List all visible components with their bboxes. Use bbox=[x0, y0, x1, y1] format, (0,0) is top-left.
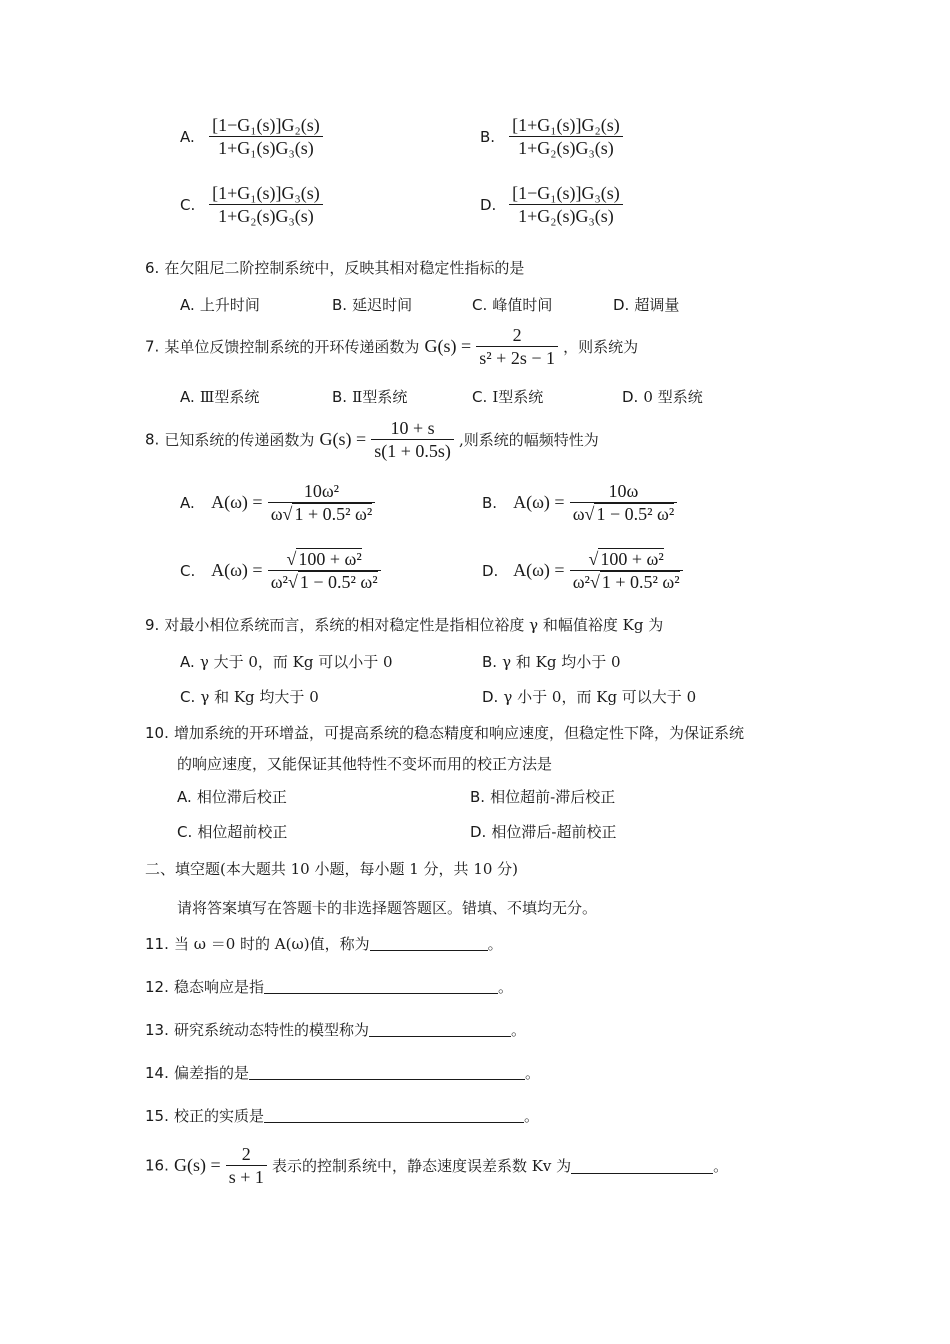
question-text: 校正的实质是 bbox=[173, 1107, 264, 1125]
amplitude-lhs: A(ω) = bbox=[513, 492, 565, 512]
den-radical: 1 + 0.5² ω² bbox=[294, 504, 373, 524]
q5-a-numerator: [1−G₁(s)]G₂(s) bbox=[209, 114, 323, 137]
q7-option-d bbox=[622, 386, 703, 407]
q7-stem bbox=[145, 324, 638, 369]
answer-blank[interactable] bbox=[264, 1106, 524, 1123]
question-end: 。 bbox=[487, 935, 503, 953]
q5-option-a bbox=[180, 114, 323, 159]
q5-a-denominator: 1+G₁(s)G₃(s) bbox=[218, 138, 314, 158]
section-title: 二、填空题(本大题共 10 小题，每小题 1 分，共 10 分) bbox=[145, 860, 519, 878]
option-text: γ 和 Kg 均小于 0 bbox=[502, 653, 621, 671]
q7-denominator: s² + 2s − 1 bbox=[479, 348, 555, 368]
question-number: 8. bbox=[145, 430, 160, 449]
q8-fraction bbox=[371, 417, 454, 462]
q5-d-denominator: 1+G₂(s)G₃(s) bbox=[518, 206, 614, 226]
q8-option-b bbox=[482, 480, 677, 525]
q8-d-denominator: ω²√ 1 + 0.5² ω² bbox=[572, 572, 680, 592]
option-label: C. bbox=[180, 195, 196, 214]
option-text: 相位滞后-超前校正 bbox=[491, 823, 617, 841]
q8-d-numerator: √ 100 + ω² bbox=[570, 548, 683, 571]
question-text: 已知系统的传递函数为 bbox=[164, 431, 315, 449]
den-radical: 1 − 0.5² ω² bbox=[596, 504, 675, 524]
option-label: C. bbox=[472, 296, 488, 314]
q8-option-c bbox=[180, 548, 381, 593]
den-radical: 1 + 0.5² ω² bbox=[601, 572, 680, 592]
question-end: 。 bbox=[497, 978, 513, 996]
option-text: 0 型系统 bbox=[643, 388, 703, 406]
q5-d-fraction bbox=[509, 182, 623, 227]
option-label: A. bbox=[180, 296, 195, 314]
question-text-tail: ,则系统的幅频特性为 bbox=[459, 431, 599, 449]
q8-d-fraction bbox=[570, 548, 683, 593]
question-text: 对最小相位系统而言，系统的相对稳定性是指相位裕度 γ 和幅值裕度 Kg 为 bbox=[164, 616, 664, 634]
q6-option-a bbox=[180, 294, 260, 315]
option-label: B. bbox=[332, 296, 348, 314]
option-label: B. bbox=[480, 127, 496, 146]
question-number: 9. bbox=[145, 616, 160, 634]
den-factor: ω bbox=[572, 504, 585, 524]
q8-lhs: G(s) = bbox=[319, 429, 367, 449]
amplitude-lhs: A(ω) = bbox=[513, 560, 565, 580]
q9-stem bbox=[145, 614, 663, 635]
section-instruction: 请将答案填写在答题卡的非选择题答题区。错填、不填均无分。 bbox=[177, 899, 598, 917]
answer-blank[interactable] bbox=[249, 1063, 525, 1080]
q5-option-c bbox=[180, 182, 323, 227]
option-text: 峰值时间 bbox=[492, 296, 553, 314]
q16-denominator: s + 1 bbox=[228, 1167, 264, 1187]
q7-option-c bbox=[472, 386, 543, 407]
option-text: Ⅰ型系统 bbox=[492, 388, 544, 406]
q7-numerator: 2 bbox=[476, 324, 558, 347]
q5-b-fraction bbox=[509, 114, 623, 159]
option-text: γ 小于 0，而 Kg 可以大于 0 bbox=[503, 688, 697, 706]
q16-numerator: 2 bbox=[226, 1143, 267, 1166]
q5-a-fraction bbox=[209, 114, 323, 159]
q10-stem-line1 bbox=[145, 722, 744, 743]
q6-option-d bbox=[613, 294, 679, 315]
answer-blank[interactable] bbox=[264, 977, 498, 994]
q5-option-d bbox=[480, 182, 623, 227]
question-text: 当 ω ＝0 时的 A(ω)值，称为 bbox=[173, 935, 370, 953]
q10-option-c bbox=[177, 821, 287, 842]
question-text: 偏差指的是 bbox=[173, 1064, 249, 1082]
question-number: 15. bbox=[145, 1107, 169, 1125]
q5-option-b bbox=[480, 114, 623, 159]
q15 bbox=[145, 1105, 539, 1126]
q8-a-numerator: 10ω² bbox=[268, 480, 376, 503]
q14 bbox=[145, 1062, 540, 1083]
q10-option-a bbox=[177, 786, 287, 807]
question-number: 16. bbox=[145, 1156, 169, 1175]
q12 bbox=[145, 976, 513, 997]
q7-fraction bbox=[476, 324, 558, 369]
q9-option-c bbox=[180, 686, 319, 707]
question-end: 。 bbox=[524, 1064, 540, 1082]
q7-option-b bbox=[332, 386, 407, 407]
option-label: C. bbox=[472, 388, 488, 406]
amplitude-lhs: A(ω) = bbox=[211, 492, 263, 512]
den-factor: ω² bbox=[572, 572, 590, 592]
option-text: Ⅱ型系统 bbox=[352, 388, 408, 406]
q5-c-denominator: 1+G₂(s)G₃(s) bbox=[218, 206, 314, 226]
answer-blank[interactable] bbox=[571, 1157, 713, 1174]
amplitude-lhs: A(ω) = bbox=[211, 560, 263, 580]
answer-blank[interactable] bbox=[369, 1020, 511, 1037]
q7-option-a bbox=[180, 386, 259, 407]
q16-fraction bbox=[226, 1143, 267, 1188]
option-label: D. bbox=[480, 195, 497, 214]
q8-c-denominator: ω²√ 1 − 0.5² ω² bbox=[270, 572, 378, 592]
question-number: 6. bbox=[145, 259, 160, 277]
option-text: 超调量 bbox=[634, 296, 680, 314]
option-label: B. bbox=[332, 388, 348, 406]
q13 bbox=[145, 1019, 526, 1040]
q10-option-b bbox=[470, 786, 615, 807]
q6-stem bbox=[145, 257, 524, 278]
option-label: B. bbox=[470, 788, 486, 806]
option-label: D. bbox=[482, 688, 499, 706]
q8-c-fraction bbox=[268, 548, 381, 593]
q16 bbox=[145, 1143, 728, 1188]
option-label: A. bbox=[180, 653, 195, 671]
option-label: A. bbox=[180, 493, 195, 512]
question-number: 12. bbox=[145, 978, 169, 996]
q5-c-fraction bbox=[209, 182, 323, 227]
q9-option-a bbox=[180, 651, 393, 672]
question-text: 增加系统的开环增益，可提高系统的稳态精度和响应速度，但稳定性下降，为保证系统 bbox=[173, 724, 744, 742]
question-number: 14. bbox=[145, 1064, 169, 1082]
q8-a-denominator: ω√ 1 + 0.5² ω² bbox=[270, 504, 373, 524]
den-radical: 1 − 0.5² ω² bbox=[299, 572, 378, 592]
question-text: 在欠阻尼二阶控制系统中，反映其相对稳定性指标的是 bbox=[164, 259, 525, 277]
den-factor: ω bbox=[270, 504, 283, 524]
option-text: 延迟时间 bbox=[352, 296, 413, 314]
option-text: γ 大于 0，而 Kg 可以小于 0 bbox=[199, 653, 393, 671]
q5-b-denominator: 1+G₂(s)G₃(s) bbox=[518, 138, 614, 158]
question-text: 表示的控制系统中，静态速度误差系数 Kv 为 bbox=[271, 1157, 572, 1175]
option-text: 上升时间 bbox=[199, 296, 260, 314]
answer-blank[interactable] bbox=[370, 934, 488, 951]
q11 bbox=[145, 933, 503, 954]
q9-option-d bbox=[482, 686, 696, 707]
option-label: A. bbox=[180, 127, 195, 146]
option-label: A. bbox=[177, 788, 192, 806]
q8-b-fraction bbox=[570, 480, 678, 525]
q8-option-d bbox=[482, 548, 683, 593]
q8-a-fraction bbox=[268, 480, 376, 525]
question-number: 7. bbox=[145, 337, 160, 356]
q8-b-numerator: 10ω bbox=[570, 480, 678, 503]
option-text: 相位超前校正 bbox=[197, 823, 288, 841]
q9-option-b bbox=[482, 651, 621, 672]
option-text: γ 和 Kg 均大于 0 bbox=[200, 688, 319, 706]
q8-option-a bbox=[180, 480, 375, 525]
q10-option-d bbox=[470, 821, 617, 842]
num-radical: 100 + ω² bbox=[600, 549, 664, 569]
option-label: C. bbox=[180, 688, 196, 706]
question-number: 10. bbox=[145, 724, 169, 742]
q8-numerator: 10 + s bbox=[371, 417, 454, 440]
q6-option-b bbox=[332, 294, 412, 315]
option-label: A. bbox=[180, 388, 195, 406]
option-label: C. bbox=[180, 561, 196, 580]
question-end: 。 bbox=[713, 1157, 729, 1175]
num-radical: 100 + ω² bbox=[298, 549, 362, 569]
question-text: 某单位反馈控制系统的开环传递函数为 bbox=[164, 338, 420, 356]
question-end: 。 bbox=[523, 1107, 539, 1125]
q8-denominator: s(1 + 0.5s) bbox=[374, 441, 451, 461]
question-text-tail: ，则系统为 bbox=[563, 338, 639, 356]
question-text: 研究系统动态特性的模型称为 bbox=[173, 1021, 369, 1039]
question-number: 11. bbox=[145, 935, 169, 953]
option-label: B. bbox=[482, 653, 498, 671]
option-text: 相位超前-滞后校正 bbox=[490, 788, 616, 806]
option-label: D. bbox=[470, 823, 487, 841]
q10-stem-line2: 的响应速度，又能保证其他特性不变坏而用的校正方法是 bbox=[177, 755, 553, 773]
option-label: B. bbox=[482, 493, 498, 512]
option-label: C. bbox=[177, 823, 193, 841]
option-text: 相位滞后校正 bbox=[196, 788, 287, 806]
option-label: D. bbox=[482, 561, 499, 580]
q5-d-numerator: [1−G₁(s)]G₃(s) bbox=[509, 182, 623, 205]
question-end: 。 bbox=[510, 1021, 526, 1039]
q6-option-c bbox=[472, 294, 552, 315]
den-factor: ω² bbox=[270, 572, 288, 592]
question-number: 13. bbox=[145, 1021, 169, 1039]
question-text: 稳态响应是指 bbox=[173, 978, 264, 996]
q8-b-denominator: ω√ 1 − 0.5² ω² bbox=[572, 504, 675, 524]
option-label: D. bbox=[622, 388, 639, 406]
q8-c-numerator: √ 100 + ω² bbox=[268, 548, 381, 571]
option-label: D. bbox=[613, 296, 630, 314]
q16-lhs: G(s) = bbox=[173, 1155, 221, 1175]
q5-b-numerator: [1+G₁(s)]G₂(s) bbox=[509, 114, 623, 137]
q8-stem bbox=[145, 417, 599, 462]
option-text: Ⅲ型系统 bbox=[199, 388, 260, 406]
q7-lhs: G(s) = bbox=[424, 336, 472, 356]
q5-c-numerator: [1+G₁(s)]G₃(s) bbox=[209, 182, 323, 205]
